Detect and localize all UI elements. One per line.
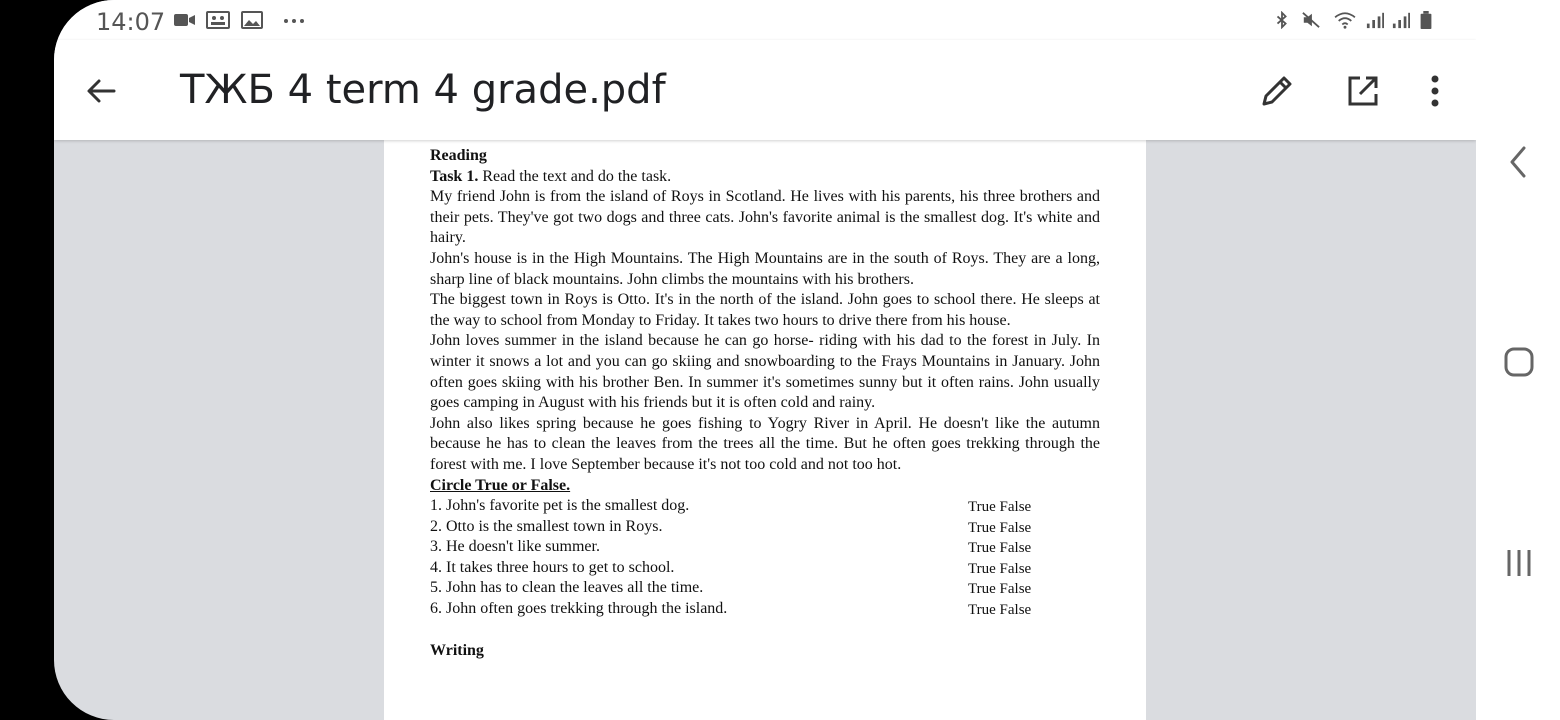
task-text: Read the text and do the task. xyxy=(478,167,672,185)
true-false-options: True False xyxy=(968,540,1032,557)
question-text: 3. He doesn't like summer. xyxy=(430,538,600,556)
question-text: 4. It takes three hours to get to school. xyxy=(430,558,675,576)
system-navigation-bar xyxy=(1476,0,1560,720)
document-title: ТЖБ 4 term 4 grade.pdf xyxy=(180,67,666,113)
true-false-options: True False xyxy=(968,560,1032,577)
status-bar xyxy=(54,0,1476,40)
mute-icon xyxy=(1300,11,1322,29)
phone-screen xyxy=(54,0,1476,720)
question-text: 5. John has to clean the leaves all the time. xyxy=(430,579,704,597)
bluetooth-icon xyxy=(1272,11,1292,29)
more-notifications-icon xyxy=(282,11,306,29)
question-text: 1. John's favorite pet is the smallest dog. xyxy=(430,497,690,515)
back-arrow-icon[interactable] xyxy=(86,76,116,106)
section-heading-writing: Writing xyxy=(430,641,484,659)
status-time: 14:07 xyxy=(96,8,166,36)
section-heading-reading: Reading xyxy=(430,147,487,164)
edit-pencil-icon[interactable] xyxy=(1260,74,1294,108)
paragraph: The biggest town in Roys is Otto. It's in the north of the island. John goes to school there. He sleeps at the way to school from Monday to Friday. It takes two hours to drive there from his house. xyxy=(430,291,1100,329)
paragraph: John loves summer in the island because he can go horse- riding with his dad to the forest in July. In winter it snows a lot and you can go skiing and snowboarding to the Frays Mountains in January. John often goes skiing with his brother Ben. In summer it's sometimes sunny but it often rains. John usually goes camping in August with his friends but it is often cold and rainy. xyxy=(430,332,1100,412)
paragraph: John also likes spring because he goes fishing to Yogry River in April. He doesn't like the autumn because he has to clean the leaves from the trees all the time. But he often goes trekking through the forest with me. I love September because it's not too cold and not too hot. xyxy=(430,414,1100,473)
exercise-title: Circle True or False. xyxy=(430,476,571,494)
question-text: 2. Otto is the smallest town in Roys. xyxy=(430,517,663,535)
open-external-icon[interactable] xyxy=(1346,74,1380,108)
question-row xyxy=(430,537,1100,558)
teams-icon xyxy=(206,11,230,29)
nav-home-icon[interactable] xyxy=(1504,347,1534,377)
true-false-options: True False xyxy=(968,581,1032,598)
paragraph: My friend John is from the island of Roys in Scotland. He lives with his parents, his three brothers and their pets. They've got two dogs and three cats. John's favorite animal is the smallest dog. It's white and hairy. xyxy=(430,188,1100,247)
battery-icon xyxy=(1418,11,1434,29)
true-false-options: True False xyxy=(968,519,1032,536)
true-false-options: True False xyxy=(968,602,1032,619)
more-options-icon[interactable] xyxy=(1426,74,1444,108)
app-bar xyxy=(54,40,1476,140)
paragraph: John's house is in the High Mountains. The High Mountains are in the south of Roys. They are a long, sharp line of black mountains. John climbs the mountains with his brothers. xyxy=(430,249,1100,288)
pdf-text-content xyxy=(430,146,1100,661)
nav-recents-icon[interactable] xyxy=(1505,548,1533,578)
question-row xyxy=(430,599,1100,620)
question-row xyxy=(430,496,1100,517)
signal-strength-icon xyxy=(1364,11,1386,29)
video-call-icon xyxy=(174,11,196,29)
pdf-page[interactable] xyxy=(384,140,1146,720)
signal-strength-2-icon xyxy=(1390,11,1412,29)
wifi-icon xyxy=(1332,11,1358,29)
question-row xyxy=(430,517,1100,538)
question-row xyxy=(430,558,1100,579)
true-false-options: True False xyxy=(968,499,1032,516)
task-instruction xyxy=(430,167,1100,188)
gallery-icon xyxy=(241,11,263,29)
question-row xyxy=(430,578,1100,599)
nav-back-icon[interactable] xyxy=(1509,146,1527,178)
task-label: Task 1. xyxy=(430,167,479,185)
question-text: 6. John often goes trekking through the island. xyxy=(430,600,728,618)
